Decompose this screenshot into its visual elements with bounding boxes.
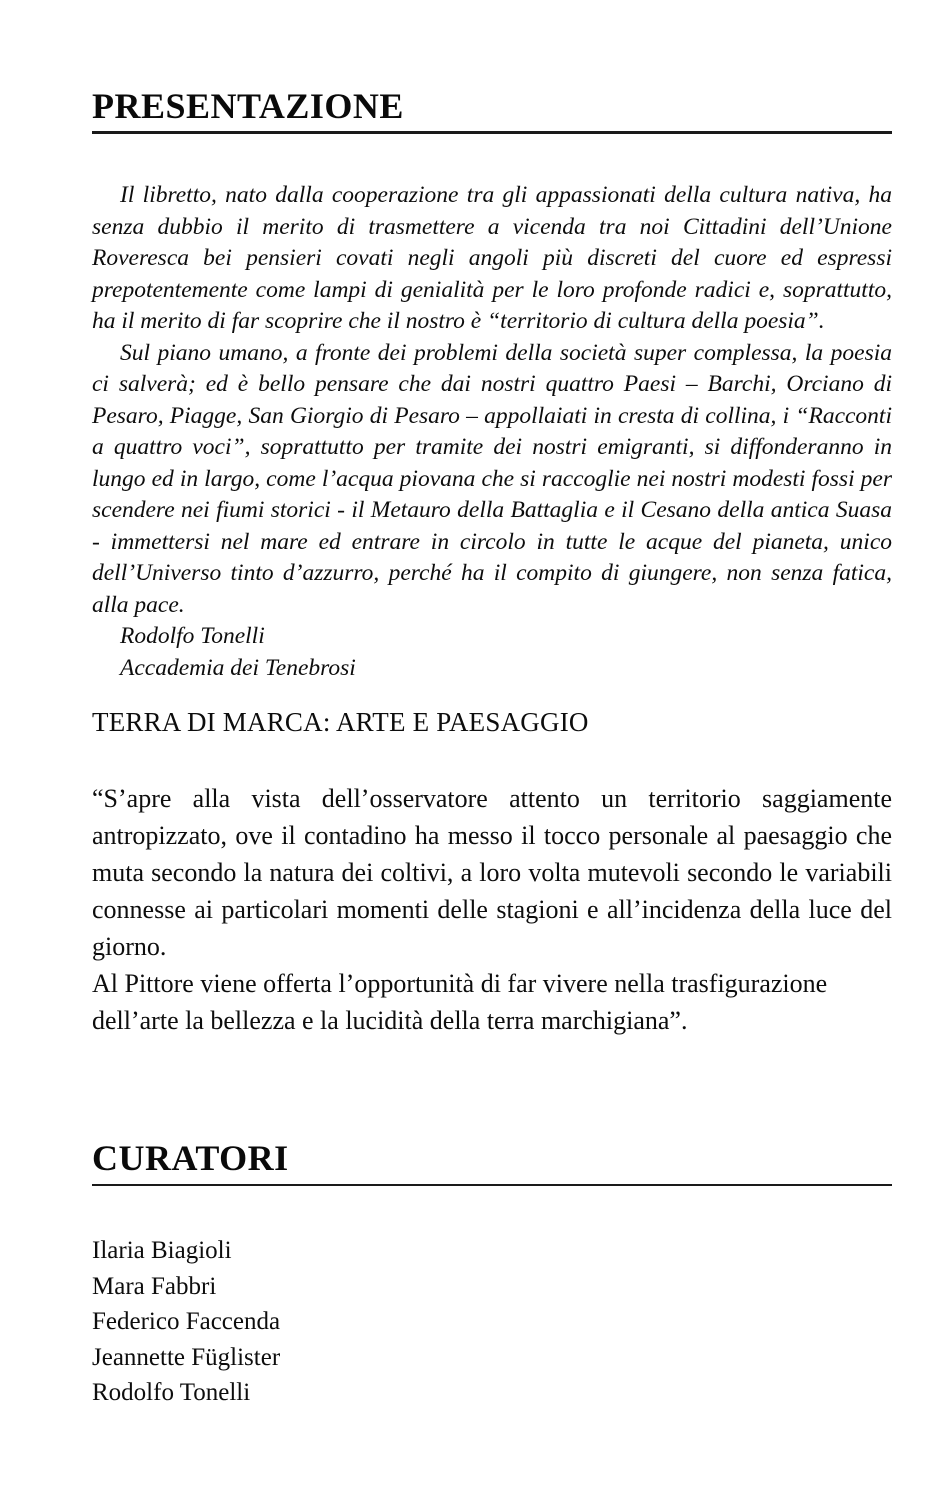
presentazione-section [92, 88, 892, 134]
list-item: Rodolfo Tonelli [92, 1379, 251, 1406]
terra-di-marca-section [92, 708, 589, 738]
terra-di-marca-paragraph-1: “S’apre alla vista dell’osservatore attento un territorio saggiamente antropizzato, ove il contadino ha messo il tocco personale al paesaggio che muta secondo la natura dei coltivi, a loro volta mutevoli secondo le variabili connesse ai particolari momenti delle stagioni e all’incidenza della luce del giorno. [92, 784, 892, 961]
curatori-section [92, 1140, 892, 1186]
list-item: Ilaria Biagioli [92, 1237, 232, 1264]
presentazione-paragraph-1: Il libretto, nato dalla cooperazione tra gli appassionati della cultura nativa, ha senza dubbio il merito di trasmettere a vicenda tra noi Cittadini dell’Unione Roveresca bei pensieri covati negli angoli più discreti del cuore ed espressi prepotentemente come lampi di genialità per le loro profonde radici e, soprattutto, ha il merito di far scoprire che il nostro è “territorio di cultura della poesia”. [92, 182, 892, 334]
title-divider [92, 131, 892, 134]
signature-name: Rodolfo Tonelli [120, 623, 265, 649]
curatori-title: CURATORI [92, 1138, 289, 1178]
list-item: Mara Fabbri [92, 1272, 217, 1300]
curators-list [92, 1233, 280, 1411]
terra-di-marca-heading: TERRA DI MARCA: ARTE E PAESAGGIO [92, 707, 589, 737]
page-title: PRESENTAZIONE [92, 86, 404, 126]
terra-di-marca-body [92, 780, 892, 1039]
presentazione-body [92, 180, 892, 684]
list-item: Federico Faccenda [92, 1308, 281, 1335]
signature-affiliation: Accademia dei Tenebrosi [120, 654, 356, 681]
list-item: Jeannette Füglister [92, 1343, 281, 1371]
terra-di-marca-paragraph-2: Al Pittore viene offerta l’opportunità di far vivere nella trasfigurazione dell’arte la bellezza e la lucidità della terra marchigiana”. [92, 969, 828, 1035]
presentazione-paragraph-2: Sul piano umano, a fronte dei problemi della società super complessa, la poesia ci salverà; ed è bello pensare che dai nostri quattro Paesi – Barchi, Orciano di Pesaro, Piagge, San Giorgio di Pesaro – appollaiati in cresta di collina, i “Racconti a quattro voci”, soprattutto per tramite dei nostri emigranti, si diffonderanno in lungo ed in largo, come l’acqua piovana che si raccoglie nei nostri modesti fossi per scendere nei fiumi storici - il Metauro della Battaglia e il Cesano della antica Suasa - immettersi nel mare ed entrare in circolo in tutte le acque del pianeta, unico dell’Universo tinto d’azzurro, perché ha il compito di giungere, non senza fatica, alla pace. [92, 339, 892, 618]
curatori-divider [92, 1184, 892, 1186]
